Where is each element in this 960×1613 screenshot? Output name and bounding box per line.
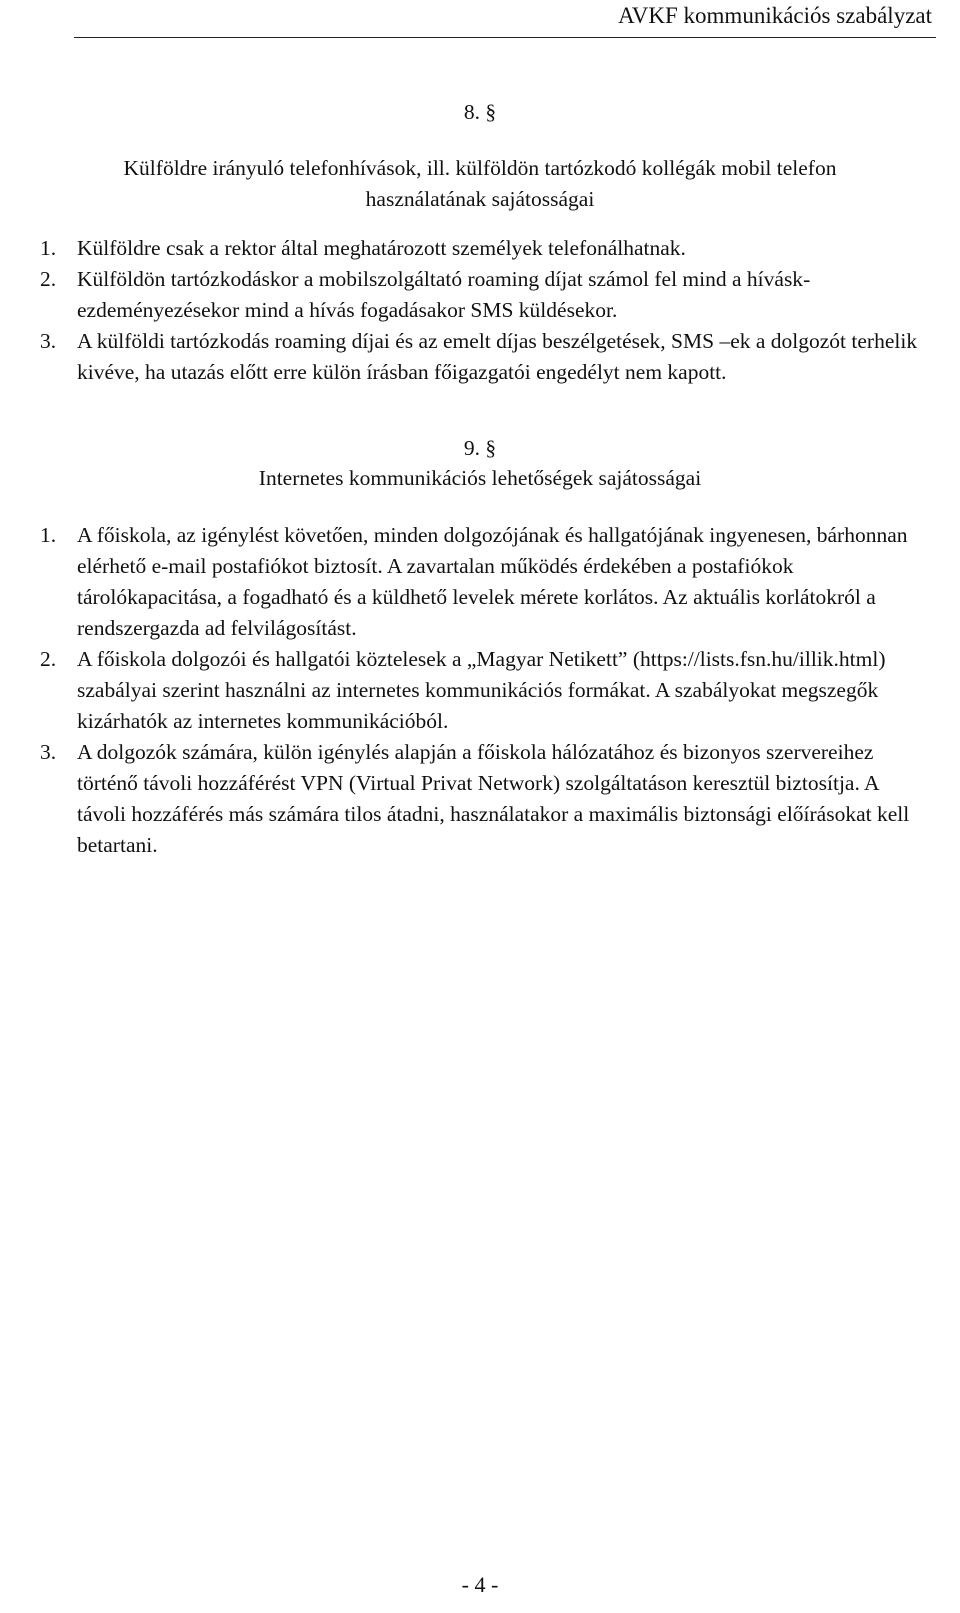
section-8-title [0,153,960,215]
list-item [40,326,930,388]
list-item-text: Külföldre csak a rektor által meghatározott személyek telefonálhatnak. [77,236,686,260]
list-item-text: A külföldi tartózkodás roaming díjai és az emelt díjas beszélgetések, SMS –ek a dolgozót terhelik kivéve, ha utazás előtt erre külön írásban főigazgatói engedélyt nem kapott. [77,329,918,384]
list-item [40,644,930,737]
page-header-title: AVKF kommunikációs szabályzat [618,3,932,28]
list-item-number: 2. [40,647,57,671]
list-item-text: A főiskola, az igénylést követően, minden dolgozójának és hallgatójának ingyenesen, bárhonnan elérhető e-mail postafiókot biztosít. A zavartalan működés érdekében a postafiókok tárolókapacitása, a fogadható és a küldhető levelek mérete korlátos. Az aktuális korlátokról a rendszergazda ad felvilágosítást. [77,523,908,640]
list-item-text: Külföldön tartózkodáskor a mobilszolgáltató roaming díjat számol fel mind a híváskezdeményezésekor mind a hívás fogadásakor SMS küldésekor. [77,267,811,322]
list-item-number: 3. [40,329,57,353]
section-9-list [40,520,930,861]
list-item [40,264,930,326]
list-item-number: 2. [40,267,57,291]
list-item-number: 3. [40,740,57,764]
list-item [40,233,930,264]
list-item [40,520,930,644]
section-8-title-line-2: használatának sajátosságai [365,187,595,211]
list-item-number: 1. [40,236,57,260]
section-9-number: 9. § [463,436,497,460]
list-item [40,737,930,861]
page-number: - 4 - [461,1572,499,1597]
section-8-number: 8. § [463,100,497,124]
section-8-title-line-1: Külföldre irányuló telefonhívások, ill. külföldön tartózkodó kollégák mobil telefon [123,156,837,180]
list-item-number: 1. [40,523,57,547]
list-item-text: A főiskola dolgozói és hallgatói köztelesek a „Magyar Netikett” (https://lists.fsn.hu/illik.html) szabályai szerint használni az internetes kommunikációs formákat. A szabályokat megszegők kizárhatók az internetes kommunikációból. [77,647,886,733]
section-8-list [40,233,930,388]
header-divider [74,37,936,38]
list-item-text: A dolgozók számára, külön igénylés alapján a főiskola hálózatához és bizonyos szervereihez történő távoli hozzáférést VPN (Virtual Privat Network) szolgáltatáson keresztül biztosítja. A távoli hozzáférés más számára tilos átadni, használatakor a maximális biztonsági előírásokat kell betartani. [77,740,910,857]
section-9-title: Internetes kommunikációs lehetőségek sajátosságai [258,466,702,490]
